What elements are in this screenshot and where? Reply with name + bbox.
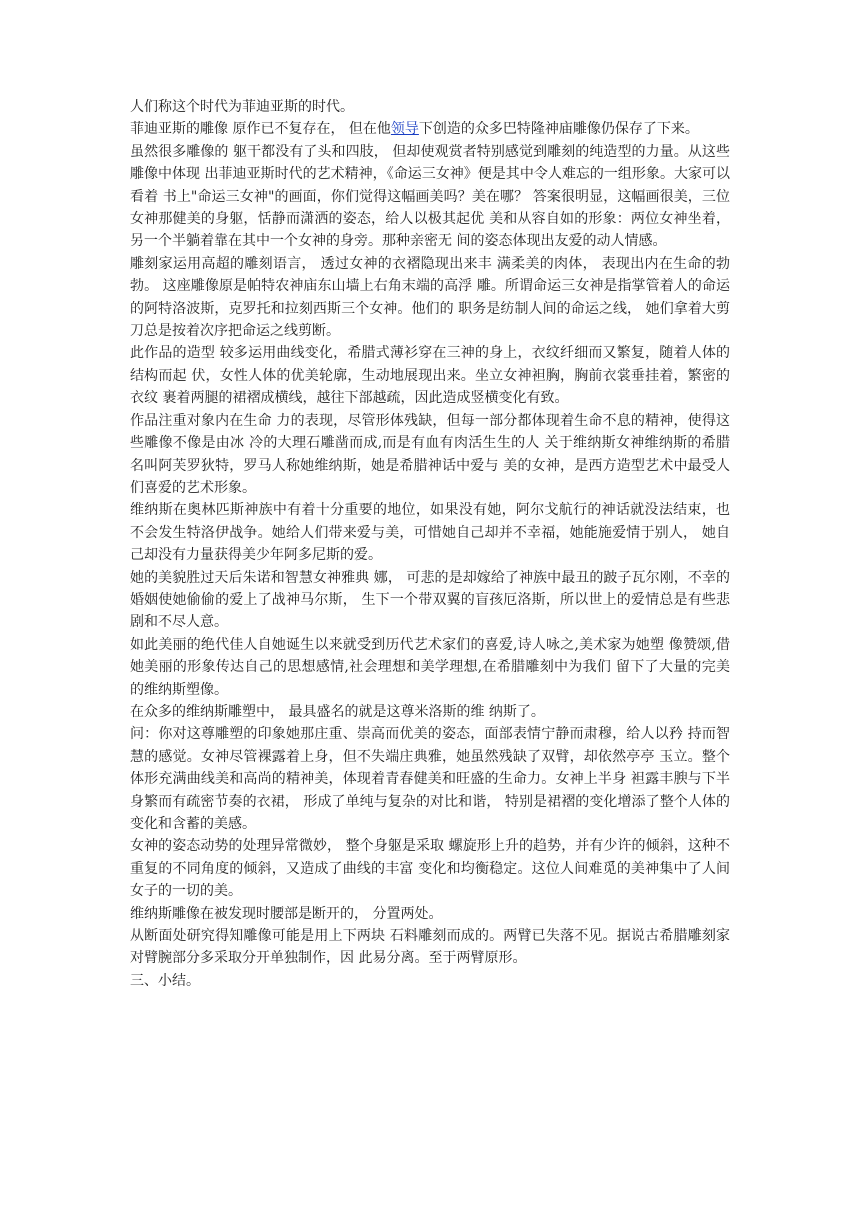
section-heading-summary: 三、小结。 <box>130 972 200 989</box>
paragraph-14: 从断面处研究得知雕像可能是用上下两块 石料雕刻而成的。两臂已失落不见。据说古希腊雕刻家对臂腕部分多采取分开单独制作，因 此易分离。至于两臂原形。 <box>130 928 730 967</box>
paragraph-11: 问：你对这尊雕塑的印象她那庄重、崇高而优美的姿态，面部表情宁静而肃穆，给人以矜 持而智慧的感觉。女神尽管裸露着上身，但不失端庄典雅，她虽然残缺了双臂，却依然亭亭 玉立。整个体形充满曲线美和高尚的精神美，体现着青春健美和旺盛的生命力。女神上半身 袒露丰腴与下半身繁而有疏密节奏的衣裙， 形成了单纯与复杂的对比和谐， 特别是裙褶的变化增添了整个人体的变化和含蓄的美感。 <box>130 726 730 832</box>
leadership-link[interactable]: 领导 <box>390 121 419 138</box>
paragraph-5: 此作品的造型 较多运用曲线变化，希腊式薄衫穿在三神的身上，衣纹纤细而又繁复，随着人体的结构而起 伏，女性人体的优美轮廓，生动地展现出来。坐立女神袒胸，胸前衣裳垂挂着，繁密的衣纹 裹着两腿的裙褶成横线，越往下部越疏，因此造成竖横变化有致。 <box>130 345 730 407</box>
paragraph-13: 维纳斯雕像在被发现时腰部是断开的， 分置两处。 <box>130 905 443 922</box>
paragraph-2-text-before: 菲迪亚斯的雕像 原作已不复存在， 但在他 <box>130 121 391 138</box>
paragraph-2-text-after: 下创造的众多巴特隆神庙雕像仍保存了下来。 <box>418 121 699 138</box>
paragraph-1: 人们称这个时代为菲迪亚斯的时代。 <box>130 99 354 115</box>
paragraph-8: 她的美貌胜过天后朱诺和智慧女神雅典 娜， 可悲的是却嫁给了神族中最丑的跛子瓦尔刚，不幸的婚姻使她偷偷的爱上了战神马尔斯， 生下一个带双翼的盲孩厄洛斯，所以世上的爱情总是有些悲剧和不尽人意。 <box>130 569 730 631</box>
paragraph-3: 虽然很多雕像的 躯干都没有了头和四肢， 但却使观赏者特别感觉到雕刻的纯造型的力量。从这些雕像中体现 出菲迪亚斯时代的艺术精神，《命运三女神》便是其中令人难忘的一组形象。大家可以看着 书上"命运三女神"的画面，你们觉得这幅画美吗？美在哪？ 答案很明显，这幅画很美，三位女神那健美的身躯，恬静而潇洒的姿态，给人以极其起优 美和从容自如的形象：两位女神坐着，另一个半躺着靠在其中一个女神的身旁。那种亲密无 间的姿态体现出友爱的动人情感。 <box>130 143 730 250</box>
paragraph-10: 在众多的维纳斯雕塑中， 最具盛名的就是这尊米洛斯的维 纳斯了。 <box>130 703 545 720</box>
paragraph-2 <box>130 118 730 140</box>
paragraph-7: 维纳斯在奥林匹斯神族中有着十分重要的地位，如果没有她，阿尔戈航行的神话就没法结束，也不会发生特洛伊战争。她给人们带来爱与美，可惜她自己却并不幸福，她能施爱情于别人， 她自己却没有力量获得美少年阿多尼斯的爱。 <box>130 502 730 564</box>
paragraph-6: 作品注重对象内在生命 力的表现，尽管形体残缺，但每一部分都体现着生命不息的精神，使得这些雕像不像是由冰 冷的大理石雕凿而成,而是有血有肉活生生的人 关于维纳斯女神维纳斯的希腊名叫阿芙罗狄特，罗马人称她维纳斯，她是希腊神话中爱与 美的女神，是西方造型艺术中最受人们喜爱的艺术形象。 <box>130 412 730 496</box>
paragraph-4: 雕刻家运用高超的雕刻语言， 透过女神的衣褶隐现出来丰 满柔美的肉体， 表现出内在生命的勃勃。 这座雕像原是帕特农神庙东山墙上右角末端的高浮 雕。所谓命运三女神是指掌管着人的命运的阿特洛波斯，克罗托和拉刻西斯三个女神。他们的 职务是纺制人间的命运之线， 她们拿着大剪刀总是按着次序把命运之线剪断。 <box>130 255 730 340</box>
paragraph-9: 如此美丽的绝代佳人自她诞生以来就受到历代艺术家们的喜爱,诗人咏之,美术家为她塑 像赞颂,借她美丽的形象传达自己的思想感情,社会理想和美学理想,在希腊雕刻中为我们 留下了大量的完美的维纳斯塑像。 <box>130 636 730 698</box>
paragraph-12: 女神的姿态动势的处理异常微妙， 整个身躯是采取 螺旋形上升的趋势，并有少许的倾斜，这种不重复的不同角度的倾斜，又造成了曲线的丰富 变化和均衡稳定。这位人间难觅的美神集中了人间女子的一切的美。 <box>130 838 730 900</box>
document-body <box>130 96 730 992</box>
